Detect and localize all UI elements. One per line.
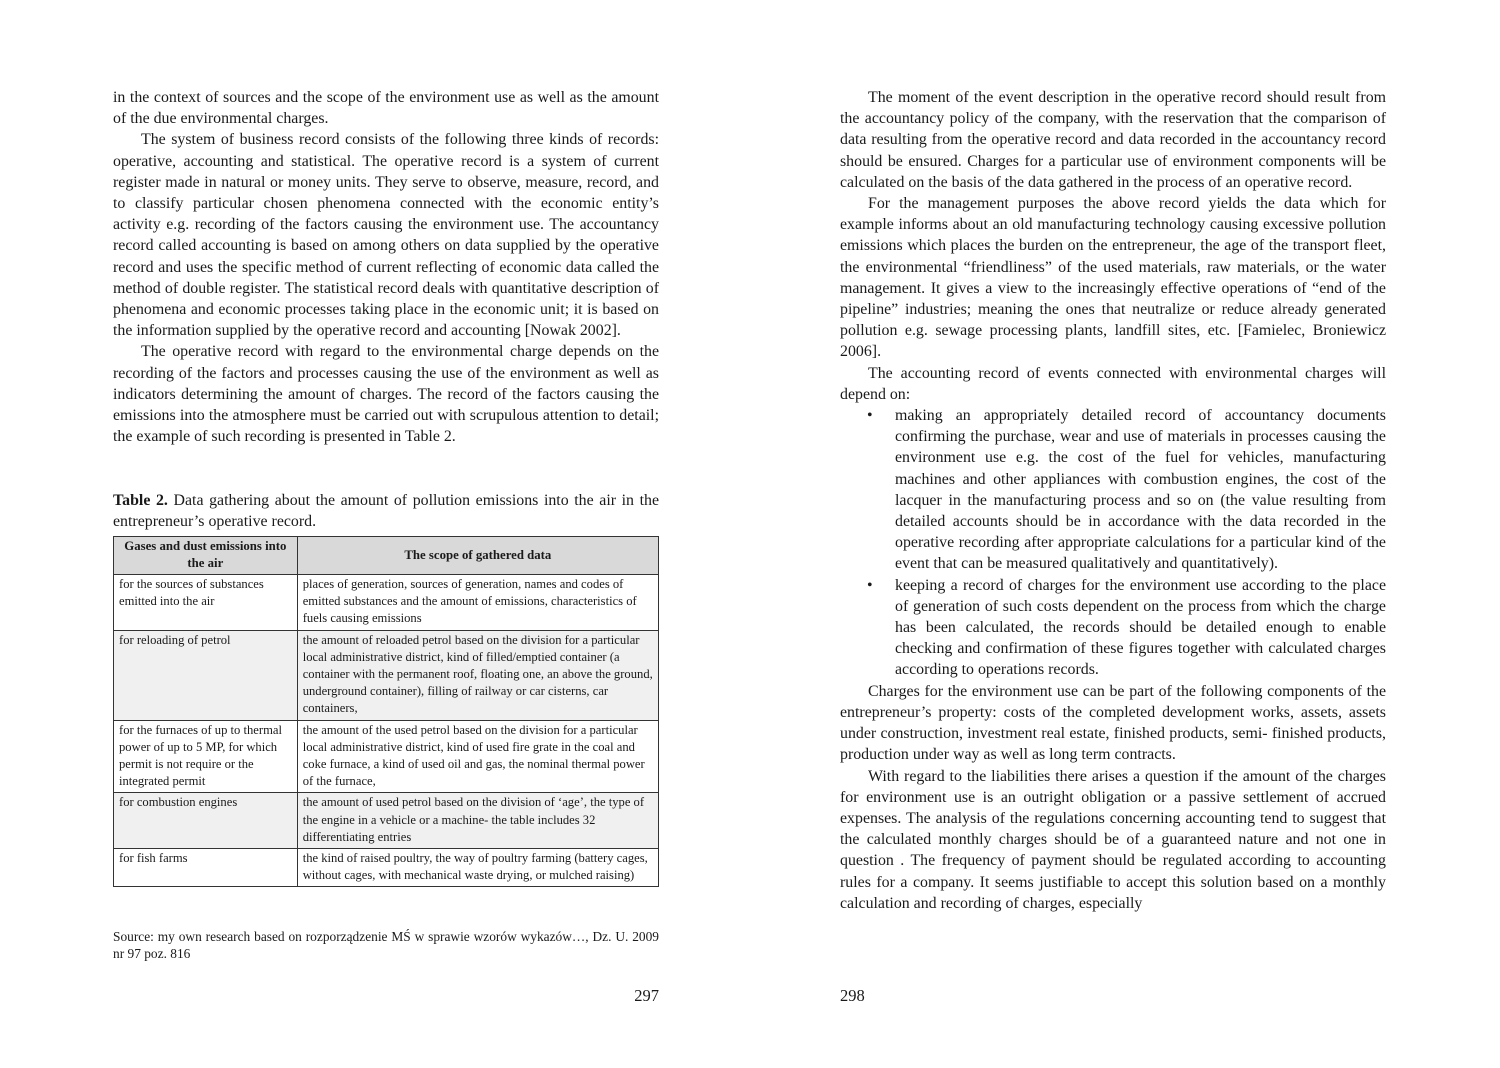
list-item-text: making an appropriately detailed record of accountancy documents confirming the purchase, wear and use of materials in processes causing the environment use e.g. the cost of the fuel for vehicles, manufacturing machines and other appliances with combustion engines, the cost of the lacquer in the manufacturing process and so on (the value resulting from detailed accounts should be in accordance with the data recorded in the operative recording after appropriate calculations for a particular kind of the event that can be measured qualitatively and quantitatively). [895,407,1386,573]
table-cell: for reloading of petrol [114,630,298,720]
list-item [840,575,1386,681]
table-cell: for the furnaces of up to thermal power of up to 5 MP, for which permit is not require or the integrated permit [114,720,298,793]
table-row [114,720,659,793]
page-number-right: 298 [840,986,865,1005]
right-paragraph-1: The moment of the event description in the operative record should result from the accountancy policy of the company, with the reservation that the comparison of data resulting from the operative record and data recorded in the accountancy record should be ensured. Charges for a particular use of environment components will be calculated on the basis of the data gathered in the process of an operative record. [840,89,1386,191]
right-paragraph-2: For the management purposes the above record yields the data which for example informs about an old manufacturing technology causing excessive pollution emissions which places the burden on the entrepreneur, the age of the transport fleet, the environmental “friendliness” of the used materials, raw materials, or the water management. It gives a view to the increasingly effective operations of “end of the pipeline” industries; meaning the ones that neutralize or reduce already generated pollution e.g. sewage processing plants, landfill sites, etc. [Famielec, Broniewicz 2006]. [840,195,1386,361]
table-cell: for combustion engines [114,793,298,849]
page-number-left: 297 [634,986,659,1005]
table-source-note: Source: my own research based on rozporządzenie MŚ w sprawie wzorów wykazów…, Dz. U. 2009 nr 97 poz. 816 [113,929,659,962]
left-paragraph-3: The operative record with regard to the environmental charge depends on the recording of the factors and processes causing the use of the environment as well as indicators determining the amount of charges. The record of the factors causing the emissions into the atmosphere must be carried out with scrupulous attention to detail; the example of such recording is presented in Table 2. [113,343,659,446]
bullet-icon: • [867,407,873,425]
table-caption-text: Data gathering about the amount of pollution emissions into the air in the entrepreneur’s operative record. [113,492,659,531]
right-page-body [840,87,1386,914]
table-caption-label: Table 2. [113,492,168,509]
table-cell: the amount of used petrol based on the division of ‘age’, the type of the engine in a vehicle or a machine- the table includes 32 differentiating entries [297,793,658,849]
table-cell: places of generation, sources of generation, names and codes of emitted substances and the amount of emissions, characteristics of fuels causing emissions [297,575,658,631]
table-cell: for the sources of substances emitted into the air [114,575,298,631]
left-page-body [113,87,659,447]
left-paragraph-1: in the context of sources and the scope of the environment use as well as the amount of the due environmental charges. [113,89,659,128]
table-row [114,630,659,720]
left-paragraph-2: The system of business record consists of the following three kinds of records: operative, accounting and statistical. The operative record is a system of current register made in natural or money units. They serve to observe, measure, record, and to classify particular chosen phenomena connected with the economic entity’s activity e.g. recording of the factors causing the environment use. The accountancy record called accounting is based on among others on data supplied by the operative record and uses the specific method of current reflecting of economic data called the method of double register. The statistical record deals with quantitative description of phenomena and economic processes taking place in the economic unit; it is based on the information supplied by the operative record and accounting [Nowak 2002]. [113,131,659,340]
table-cell: the amount of the used petrol based on the division for a particular local administrative district, kind of used fire grate in the coal and coke furnace, a kind of used oil and gas, the nominal thermal power of the furnace, [297,720,658,793]
table-row [114,849,659,887]
table-row [114,575,659,631]
bullet-list [840,405,1386,681]
bullet-icon: • [867,576,873,594]
table-header-cell: Gases and dust emissions into the air [114,537,298,575]
table-row [114,793,659,849]
right-paragraph-4: Charges for the environment use can be part of the following components of the entrepreneur’s property: costs of the completed development works, assets, assets under construction, investment real estate, finished products, semi- finished products, production under way as well as long term contracts. [840,682,1386,764]
right-paragraph-3: The accounting record of events connected with environmental charges will depend on: [840,364,1386,403]
table-caption [113,490,659,532]
table-header-row [114,537,659,575]
table-header-cell: The scope of gathered data [297,537,658,575]
list-item-text: keeping a record of charges for the environment use according to the place of generation of such costs dependent on the process from which the charge has been calculated, the records should be detailed enough to enable checking and confirmation of these figures together with calculated charges according to operations records. [895,576,1386,679]
table-cell: the amount of reloaded petrol based on the division for a particular local administrative district, kind of filled/emptied container (a container with the permanent roof, floating one, an above the ground, underground container), filling of railway or car cisterns, car containers, [297,630,658,720]
table-cell: for fish farms [114,849,298,887]
list-item [840,405,1386,575]
table-cell: the kind of raised poultry, the way of poultry farming (battery cages, without cages, with mechanical waste drying, or mulched raising) [297,849,658,887]
emissions-table [113,536,659,887]
right-paragraph-5: With regard to the liabilities there arises a question if the amount of the charges for environment use is an outright obligation or a passive settlement of accrued expenses. The analysis of the regulations concerning accounting tend to suggest that the calculated monthly charges should be of a guaranteed nature and not one in question . The frequency of payment should be regulated according to accounting rules for a company. It seems justifiable to accept this solution based on a monthly calculation and recording of charges, especially [840,767,1386,912]
